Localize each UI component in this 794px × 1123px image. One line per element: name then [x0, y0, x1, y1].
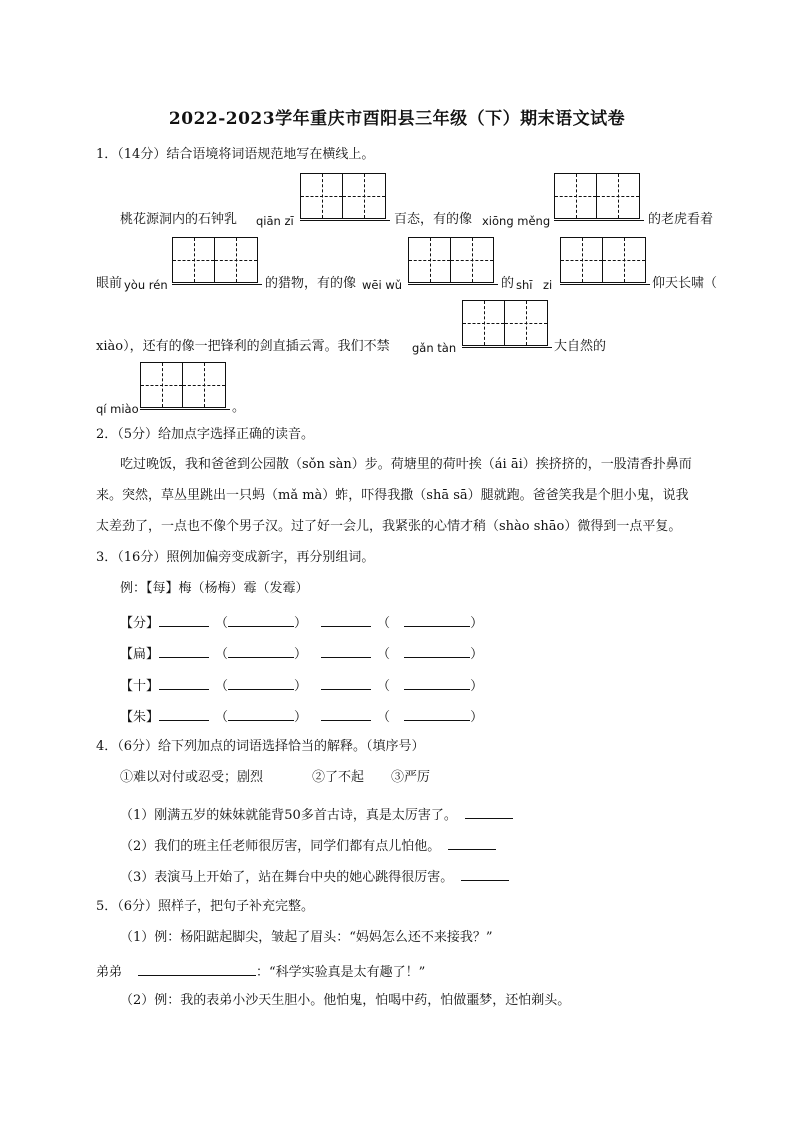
q3-row-shi: 【十】 （ ） （ ） — [120, 675, 483, 696]
q5-answer-blank-1[interactable] — [138, 961, 256, 976]
q4-option-1: ①难以对付或忍受；剧烈 — [120, 770, 264, 785]
q3-blank-word-2[interactable] — [404, 675, 470, 690]
q1-line1-text-a: 桃花源洞内的石钟乳 — [120, 212, 238, 227]
q4-answer-blank-3[interactable] — [461, 866, 509, 881]
q1-pinyin-gantan: gǎn tàn — [412, 341, 457, 355]
q1-line2-text-a: 眼前 — [96, 276, 123, 291]
q1-baseline-7 — [140, 409, 230, 410]
q1-pinyin-zi: zi — [543, 278, 553, 292]
q3-blank-char-2[interactable] — [321, 643, 371, 658]
page-title: 2022-2023学年重庆市酉阳县三年级（下）期末语文试卷 — [168, 109, 626, 129]
q5-header: 5．（6分）照样子，把句子补充完整。 — [96, 899, 315, 914]
q2-paragraph-line-3: 太差劲了，一点也不像个男子汉。过了好一会儿，我紧张的心情才稍（shào shāo）微得到一点平复。 — [96, 519, 682, 534]
q4-item-2: （2）我们的班主任老师很厉害，同学们都有点儿怕他。 — [120, 835, 496, 856]
q1-header: 1．（14分）结合语境将词语规范地写在横线上。 — [96, 147, 375, 162]
q1-line2-text-h: 仰天长啸（ — [652, 276, 718, 291]
q3-radical: 【十】 — [120, 679, 160, 694]
q3-radical: 【扁】 — [120, 647, 160, 662]
q1-writing-grid-2[interactable] — [554, 173, 640, 219]
q1-pinyin-youren: yòu rén — [124, 278, 168, 292]
q2-paragraph-line-2: 来。突然，草丛里跳出一只蚂（mǎ mà）蚱，吓得我撒（shā sā）腿就跑。爸爸笑我是个胆小鬼，说我 — [96, 488, 689, 503]
q3-blank-char-2[interactable] — [321, 706, 371, 721]
q3-blank-char-1[interactable] — [159, 675, 209, 690]
q3-header: 3．（16分）照例加偏旁变成新字，再分别组词。 — [96, 550, 375, 565]
q3-radical: 【朱】 — [120, 710, 160, 725]
q4-header: 4．（6分）给下列加点的词语选择恰当的解释。（填序号） — [96, 739, 425, 754]
q3-row-fen: 【分】 （ ） （ ） — [120, 612, 483, 633]
q3-row-bian: 【扁】 （ ） （ ） — [120, 643, 483, 664]
q1-line1-text-e: 的老虎看着 — [648, 212, 714, 227]
q1-baseline-2 — [554, 220, 644, 221]
q1-line2-text-c: 的猎物，有的像 — [265, 276, 357, 291]
q1-pinyin-xiongmeng: xiōng měng — [482, 214, 551, 228]
q5-fill-1: 弟弟 ：“科学实验真是太有趣了！” — [96, 961, 425, 982]
q3-blank-char-1[interactable] — [159, 643, 209, 658]
q5-example-2: （2）例：我的表弟小沙天生胆小。他怕鬼，怕喝中药，怕做噩梦，还怕剃头。 — [120, 993, 571, 1008]
q3-blank-char-2[interactable] — [321, 612, 371, 627]
q1-writing-grid-7[interactable] — [140, 362, 226, 408]
q1-writing-grid-5[interactable] — [560, 237, 646, 283]
q3-blank-word-1[interactable] — [228, 706, 294, 721]
q3-example: 例：【每】梅（杨梅）霉（发霉） — [120, 581, 309, 596]
q1-line3-text-c: 大自然的 — [554, 339, 607, 354]
q1-baseline-5 — [560, 284, 650, 285]
q1-line3-text-a: xiào），还有的像一把锋利的剑直插云霄。我们不禁 — [96, 339, 390, 354]
q3-blank-word-2[interactable] — [404, 612, 470, 627]
q1-baseline-3 — [172, 284, 262, 285]
q1-pinyin-qimiao: qí miào — [96, 402, 139, 416]
q2-header: 2．（5分）给加点字选择正确的读音。 — [96, 427, 315, 442]
q1-baseline-6 — [462, 347, 552, 348]
q3-radical: 【分】 — [120, 616, 160, 631]
q4-option-2: ②了不起 — [312, 770, 365, 785]
q1-pinyin-qianzi: qiān zī — [256, 214, 294, 228]
q1-pinyin-shi: shī — [516, 278, 533, 292]
q3-blank-word-2[interactable] — [404, 706, 470, 721]
q3-blank-word-2[interactable] — [404, 643, 470, 658]
q3-blank-word-1[interactable] — [228, 612, 294, 627]
q2-paragraph-line-1: 吃过晚饭，我和爸爸到公园散（sǒn sàn）步。荷塘里的荷叶挨（ái āi）挨挤挤的，一股清香扑鼻而 — [120, 457, 692, 472]
q1-line4-period: 。 — [232, 400, 246, 415]
q3-blank-word-1[interactable] — [228, 643, 294, 658]
q3-blank-char-1[interactable] — [159, 706, 209, 721]
q1-writing-grid-3[interactable] — [172, 237, 258, 283]
q1-line2-text-e: 的 — [501, 276, 515, 291]
q5-example-1: （1）例：杨阳踮起脚尖，皱起了眉头：“妈妈怎么还不来接我？” — [120, 930, 493, 945]
q3-blank-word-1[interactable] — [228, 675, 294, 690]
q1-pinyin-weiwu: wēi wǔ — [362, 278, 403, 292]
q4-option-3: ③严厉 — [391, 770, 431, 785]
q1-writing-grid-4[interactable] — [408, 237, 494, 283]
q3-row-zhu: 【朱】 （ ） （ ） — [120, 706, 483, 727]
q1-writing-grid-1[interactable] — [300, 173, 386, 219]
q1-line1-text-c: 百态，有的像 — [394, 212, 473, 227]
q4-item-1: （1）刚满五岁的妹妹就能背50多首古诗，真是太厉害了。 — [120, 804, 513, 825]
q1-baseline-1 — [300, 220, 390, 221]
q1-writing-grid-6[interactable] — [462, 300, 548, 346]
q1-baseline-4 — [408, 284, 498, 285]
q4-item-3: （3）表演马上开始了，站在舞台中央的她心跳得很厉害。 — [120, 866, 509, 887]
q4-answer-blank-2[interactable] — [448, 835, 496, 850]
q3-blank-char-2[interactable] — [321, 675, 371, 690]
q4-answer-blank-1[interactable] — [465, 804, 513, 819]
q3-blank-char-1[interactable] — [159, 612, 209, 627]
